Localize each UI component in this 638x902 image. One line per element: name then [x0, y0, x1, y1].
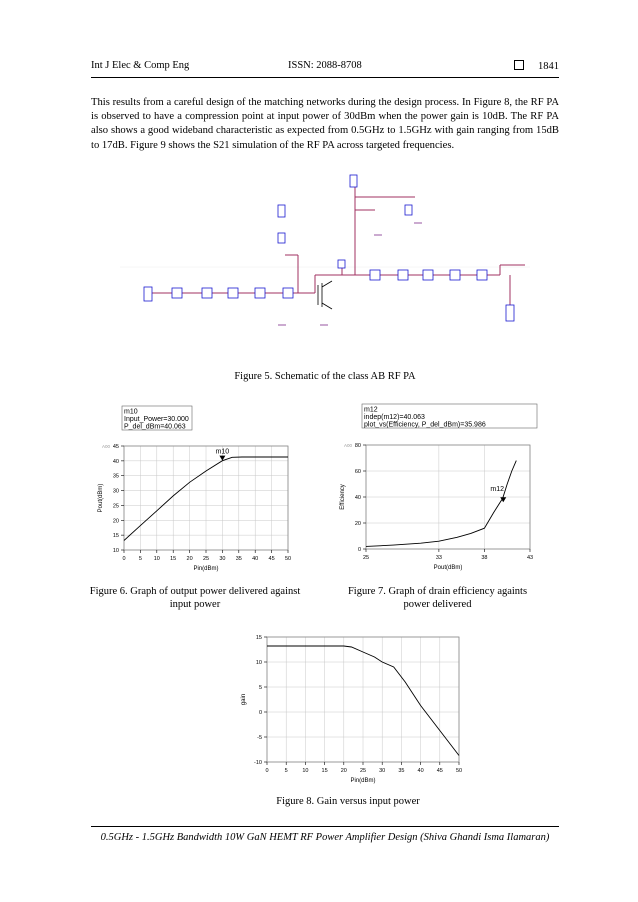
corner-label: A00 — [344, 443, 353, 448]
x-tick-label: 38 — [481, 555, 488, 561]
marker-readout-line: m12 — [364, 406, 378, 414]
x-tick-label: 40 — [417, 768, 424, 774]
y-tick-label: 0 — [258, 710, 262, 716]
y-tick-label: 10 — [255, 660, 262, 666]
x-tick-label: 33 — [435, 555, 442, 561]
gain-chart — [232, 627, 464, 790]
output-power-chart — [92, 405, 302, 575]
square-bullet-icon — [514, 60, 524, 70]
x-tick-label: 40 — [252, 556, 259, 562]
marker-readout-line: Input_Power=30.000 — [124, 416, 189, 423]
x-tick-label: 15 — [321, 768, 328, 774]
y-tick-label: 15 — [112, 533, 119, 540]
y-tick-label: 40 — [112, 458, 119, 465]
x-tick-label: 20 — [340, 768, 347, 774]
y-tick-label: 5 — [258, 685, 262, 691]
y-axis-label: gain — [241, 693, 247, 706]
x-tick-label: 45 — [436, 768, 443, 774]
header-rule — [91, 77, 559, 78]
x-tick-label: 5 — [284, 768, 288, 774]
x-tick-label: 43 — [526, 555, 534, 561]
x-tick-label: 0 — [122, 556, 126, 562]
x-tick-label: 0 — [265, 768, 269, 774]
y-tick-label: 20 — [112, 518, 119, 525]
marker-readout-line: plot_vs(Efficiency, P_del_dBm)=35.986 — [364, 421, 486, 429]
y-axis-label: Efficiency — [340, 484, 346, 510]
x-tick-label: 50 — [284, 556, 292, 562]
y-tick-label: 20 — [354, 521, 361, 527]
series-line — [366, 461, 516, 547]
x-tick-label: 25 — [362, 555, 370, 561]
y-tick-label: 10 — [112, 548, 119, 554]
figure-7-caption: Figure 7. Graph of drain efficiency againts power delivered — [347, 586, 528, 610]
x-axis-label: Pin(dBm) — [350, 778, 376, 784]
y-tick-label: 30 — [112, 488, 119, 495]
x-axis-label: Pin(dBm) — [193, 566, 219, 572]
body-paragraph: This results from a careful design of the matching networks during the design process. In Figure 8, the RF PA is observed to have a compression point at input power of 30dBm when the power gain is 10dB. The RF PA also shows a good wideband characteristic as expected from 0.5GHz to 1.5GHz with gain ranging from 15dB to 17dB. Figure 9 shows the S21 simulation of the RF PA across targeted frequencies. — [91, 97, 559, 151]
y-tick-label: 40 — [354, 495, 361, 501]
x-tick-label: 30 — [379, 768, 386, 774]
y-axis-label: Pout(dBm) — [98, 483, 104, 513]
x-tick-label: 35 — [235, 556, 242, 562]
figure-5-caption: Figure 5. Schematic of the class AB RF PA — [234, 371, 416, 382]
y-tick-label: 45 — [112, 444, 119, 450]
x-tick-label: 10 — [153, 556, 160, 562]
marker-readout-line: P_del_dBm=40.063 — [124, 423, 186, 431]
x-tick-label: 50 — [455, 768, 463, 774]
y-tick-label: 15 — [255, 635, 262, 641]
marker-readout-line: indep(m12)=40.063 — [364, 414, 425, 421]
x-tick-label: 25 — [202, 556, 210, 562]
y-tick-label: 60 — [354, 469, 361, 475]
drain-efficiency-chart — [330, 403, 540, 575]
marker-readout-line: m10 — [124, 408, 138, 416]
page-number: 1841 — [538, 61, 559, 72]
journal-name: Int J Elec & Comp Eng — [91, 60, 190, 71]
x-tick-label: 45 — [268, 556, 275, 562]
marker-label: m12 — [490, 486, 505, 494]
y-tick-label: 80 — [354, 443, 361, 449]
y-tick-label: -5 — [257, 735, 262, 741]
x-tick-label: 25 — [359, 768, 367, 774]
y-tick-label: 25 — [112, 503, 119, 510]
y-tick-label: 0 — [357, 547, 361, 553]
x-tick-label: 15 — [170, 556, 177, 562]
y-tick-label: -10 — [254, 760, 262, 766]
footer-rule — [91, 826, 559, 827]
x-tick-label: 35 — [398, 768, 405, 774]
running-header — [91, 60, 559, 76]
corner-label: A00 — [102, 444, 111, 449]
issn: ISSN: 2088-8708 — [288, 60, 362, 71]
page-number-group — [514, 60, 559, 72]
figure-6-caption: Figure 6. Graph of output power delivered against input power — [89, 586, 301, 610]
marker-label: m10 — [215, 448, 230, 456]
running-footer: 0.5GHz - 1.5GHz Bandwidth 10W GaN HEMT RF Power Amplifier Design (Shiva Ghandi Isma Ilamaran) — [100, 832, 550, 843]
x-tick-label: 30 — [219, 556, 226, 562]
x-tick-label: 10 — [302, 768, 309, 774]
schematic-diagram — [120, 165, 530, 357]
x-axis-label: Pout(dBm) — [433, 565, 463, 571]
x-tick-label: 5 — [138, 556, 142, 562]
x-tick-label: 20 — [186, 556, 193, 562]
figure-8-caption: Figure 8. Gain versus input power — [276, 796, 420, 807]
y-tick-label: 35 — [112, 473, 119, 480]
